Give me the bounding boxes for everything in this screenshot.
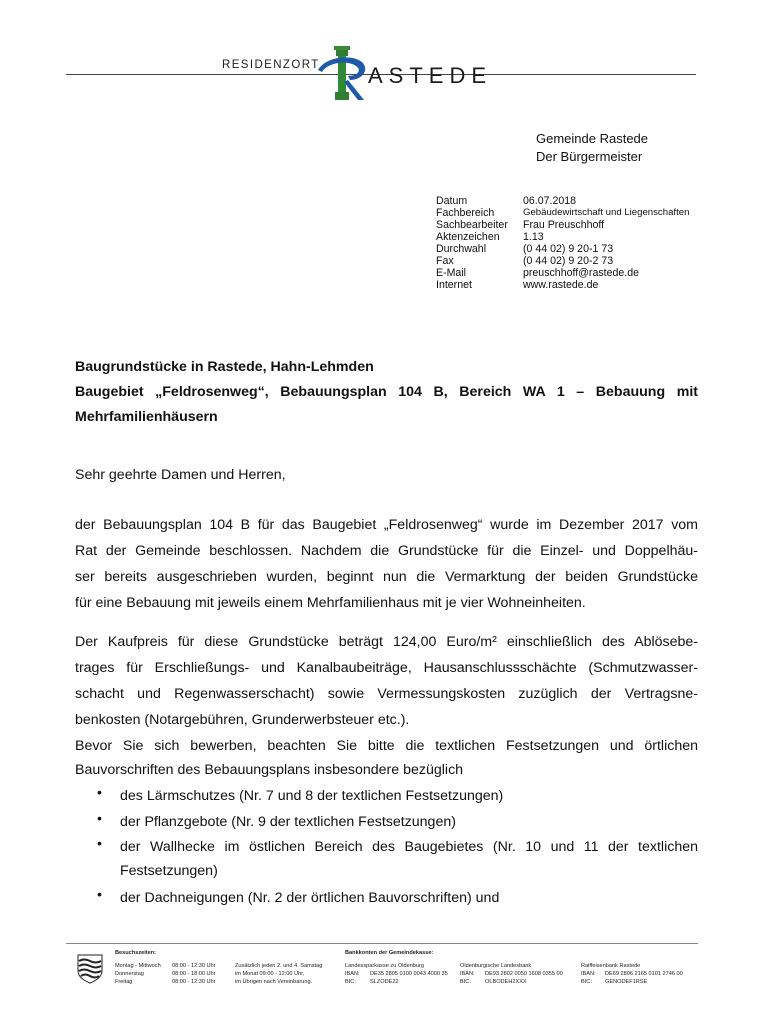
sender-line-2: Der Bürgermeister — [536, 149, 643, 164]
paragraph-line: Bevor Sie sich bewerben, beachten Sie bitte die textlichen Festsetzungen und örtlichen — [75, 738, 698, 754]
logo-prefix: RESIDENZORT — [222, 59, 320, 71]
info-label: E-Mail — [436, 267, 467, 279]
paragraph-line: der Bebauungsplan 104 B für das Baugebiet „Feldrosenweg“ wurde im Dezember 2017 vom — [75, 517, 698, 533]
bank-iban: DE69 2806 2165 0101 2746 00 — [605, 971, 683, 977]
info-label: Aktenzeichen — [436, 231, 500, 243]
bank-name: Landessparkasse zu Oldenburg — [345, 963, 424, 969]
info-value: (0 44 02) 9 20-1 73 — [523, 243, 614, 255]
info-label: Durchwahl — [436, 243, 487, 255]
info-value: Gebäudewirtschaft und Liegenschaften — [523, 207, 690, 218]
logo-r-icon — [312, 40, 374, 106]
info-value: 06.07.2018 — [523, 195, 577, 207]
footer-hours-time: 08:00 - 18:00 Uhr — [172, 971, 216, 977]
list-item: der Pflanzgebote (Nr. 9 der textlichen Festsetzungen) — [120, 814, 456, 830]
bank-name: Oldenburgische Landesbank — [460, 963, 532, 969]
coat-of-arms-icon — [76, 953, 104, 985]
paragraph-line: benkosten (Notargebühren, Grunderwerbsteuer etc.). — [75, 712, 410, 728]
bank-bic-label: BIC: — [581, 979, 592, 985]
bank-iban-label: IBAN: — [581, 971, 596, 977]
bullet-icon: • — [97, 785, 102, 801]
footer-rule — [66, 943, 698, 944]
subject-line-3: Mehrfamilienhäusern — [75, 409, 218, 425]
footer-hours-note: im Monat 09:00 - 12:00 Uhr, — [235, 971, 305, 977]
info-value: (0 44 02) 9 20-2 73 — [523, 255, 614, 267]
list-item: des Lärmschutzes (Nr. 7 und 8 der textlichen Festsetzungen) — [120, 788, 504, 804]
info-value: 1.13 — [523, 231, 544, 243]
footer-hours-day: Freitag — [115, 979, 133, 985]
bank-iban: DE35 2805 0100 0043 4000 35 — [370, 971, 448, 977]
footer-hours-day: Montag - Mittwoch — [115, 963, 161, 969]
bank-bic-label: BIC: — [345, 979, 356, 985]
bullet-icon: • — [97, 811, 102, 827]
subject-line-2: Baugebiet „Feldrosenweg“, Bebauungsplan 104 B, Bereich WA 1 – Bebauung mit — [75, 384, 698, 400]
paragraph-line: ser bereits ausgeschrieben wurden, beginnt nun die Vermarktung der beiden Grundstücke — [75, 569, 698, 585]
paragraph-line: Rat der Gemeinde beschlossen. Nachdem die Grundstücke für die Einzel- und Doppelhäu- — [75, 543, 698, 559]
logo-wordmark: ASTEDE — [368, 63, 493, 88]
footer-hours-title: Besuchszeiten: — [115, 950, 157, 956]
bank-iban-label: IBAN: — [345, 971, 360, 977]
bank-iban: DE93 2802 0050 1608 0355 00 — [485, 971, 563, 977]
subject-line-1: Baugrundstücke in Rastede, Hahn-Lehmden — [75, 359, 374, 375]
info-value: Frau Preuschhoff — [523, 219, 605, 231]
bullet-icon: • — [97, 836, 102, 852]
paragraph-line: Der Kaufpreis für diese Grundstücke beträgt 124,00 Euro/m² einschließlich des Ablösebe- — [75, 634, 698, 650]
footer-hours-time: 08:00 - 12:30 Uhr — [172, 963, 216, 969]
footer-hours-time: 08:00 - 12:30 Uhr — [172, 979, 216, 985]
info-label: Datum — [436, 195, 468, 207]
sender-line-1: Gemeinde Rastede — [536, 131, 649, 146]
paragraph-line: trages für Erschließungs- und Kanalbaubeiträge, Hausanschlussschächte (Schmutzwasser- — [75, 660, 698, 676]
info-value[interactable]: www.rastede.de — [523, 279, 599, 291]
footer-hours-note: im Übrigen nach Vereinbarung. — [235, 979, 313, 985]
info-label: Sachbearbeiter — [436, 219, 508, 231]
bank-name: Raiffeisenbank Rastede — [581, 963, 641, 969]
bullet-icon: • — [97, 887, 102, 903]
paragraph-line: Bauvorschriften des Bebauungsplans insbesondere bezüglich — [75, 762, 464, 778]
bank-bic-label: BIC: — [460, 979, 471, 985]
footer-hours-day: Donnerstag — [115, 971, 144, 977]
list-item: der Dachneigungen (Nr. 2 der örtlichen Bauvorschriften) und — [120, 890, 500, 906]
bank-bic: SLZODE22 — [370, 979, 399, 985]
info-label: Fax — [436, 255, 454, 267]
footer-banks-title: Bankkonten der Gemeindekasse: — [345, 950, 434, 956]
list-item-continuation: Festsetzungen) — [120, 863, 218, 879]
salutation: Sehr geehrte Damen und Herren, — [75, 467, 286, 483]
info-label: Fachbereich — [436, 207, 495, 219]
info-value[interactable]: preuschhoff@rastede.de — [523, 267, 639, 279]
list-item: der Wallhecke im östlichen Bereich des Baugebietes (Nr. 10 und 11 der textlichen — [120, 839, 698, 855]
paragraph-line: für eine Bebauung mit jeweils einem Mehrfamilienhaus mit je vier Wohneinheiten. — [75, 595, 586, 611]
paragraph-line: schacht und Regenwasserschacht) sowie Vermessungskosten zuzüglich der Vertragsne- — [75, 686, 698, 702]
footer-hours-note: Zusätzlich jeden 2. und 4. Samstag — [235, 963, 323, 969]
bank-bic: OLBODEH2XXX — [485, 979, 527, 985]
bank-bic: GENODEF1RSE — [605, 979, 648, 985]
info-label: Internet — [436, 279, 472, 291]
bank-iban-label: IBAN: — [460, 971, 475, 977]
